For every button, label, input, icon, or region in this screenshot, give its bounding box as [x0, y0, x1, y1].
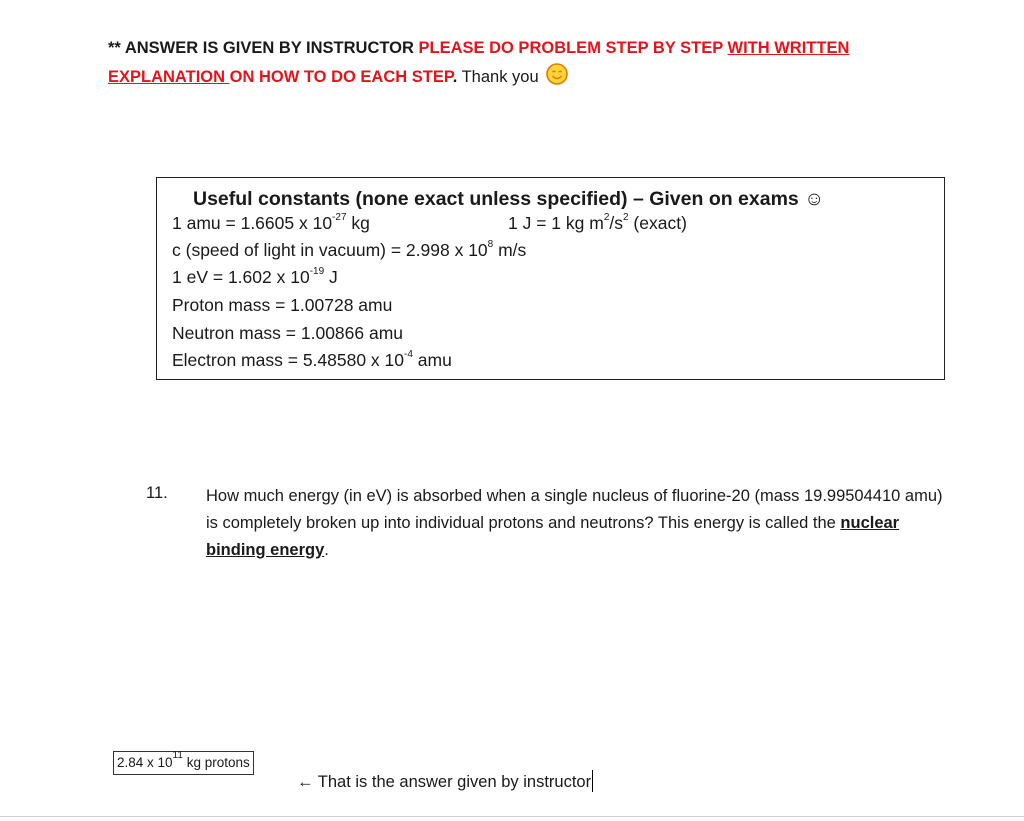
page-divider: [0, 816, 1024, 817]
header-prefix: ** ANSWER IS GIVEN BY INSTRUCTOR: [108, 39, 419, 57]
constant-electron-mass: Electron mass = 5.48580 x $10^{-4}$ amu: [172, 349, 452, 370]
constant-amu: 1 amu = 1.6605 x $10^{-27}$ kg: [172, 212, 370, 233]
nuclear-binding-energy-term: nuclear binding energy: [206, 514, 900, 559]
answer-note[interactable]: ← That is the answer given by instructor: [297, 770, 593, 792]
header-request: PLEASE DO PROBLEM STEP BY STEP: [418, 39, 728, 57]
text-cursor: [592, 770, 593, 792]
instructor-answer-box: 2.84 x $10^{11}$ kg protons: [113, 751, 254, 775]
header-request-end: ON HOW TO DO EACH STEP: [229, 68, 453, 86]
useful-constants-box: [156, 177, 945, 380]
constant-ev: 1 eV = 1.602 x $10^{-19}$ J: [172, 266, 338, 287]
header-thanks: Thank you: [457, 68, 539, 86]
header-underlined: WITH WRITTEN EXPLANATION: [108, 39, 850, 86]
constants-title: Useful constants (none exact unless specified) – Given on exams ☺: [193, 188, 825, 210]
constant-joule: 1 J = 1 kg $m^2/s^2$ (exact): [508, 212, 687, 233]
question-number: 11.: [146, 484, 168, 502]
instruction-header: [108, 34, 908, 95]
question-text: How much energy (in eV) is absorbed when a single nucleus of fluorine-20 (mass 19.99504410 amu) is completely broken up into individual protons and neutrons? This energy is called the nuclear binding energy.: [206, 487, 943, 559]
smiley-emoji-icon: [546, 63, 568, 95]
constant-proton-mass: Proton mass = 1.00728 amu: [172, 295, 393, 315]
constant-speed-of-light: c (speed of light in vacuum) = 2.998 x $10^8$ m/s: [172, 239, 527, 260]
constant-neutron-mass: Neutron mass = 1.00866 amu: [172, 323, 404, 343]
header-period: .: [452, 68, 458, 86]
